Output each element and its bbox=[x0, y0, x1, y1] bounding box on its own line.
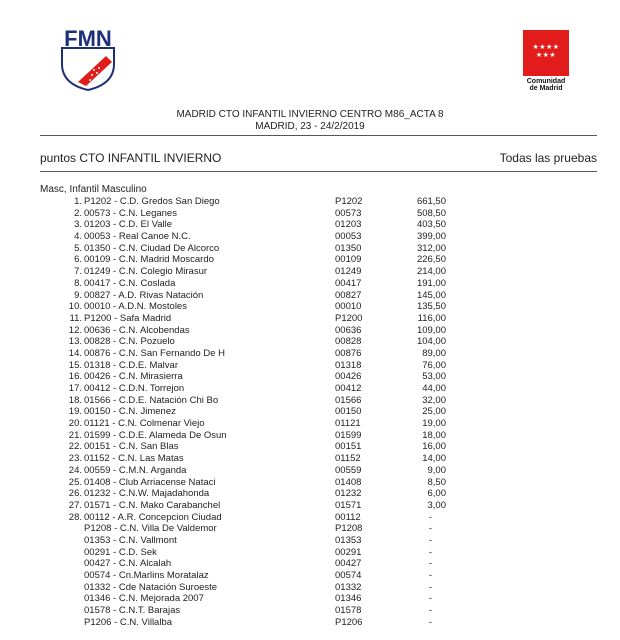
table-row bbox=[0, 570, 620, 582]
results-table bbox=[0, 196, 620, 628]
club-cell: 00876 - C.N. San Fernando De H bbox=[84, 347, 225, 359]
points-cell: 399,00 bbox=[416, 231, 446, 243]
points-cell: 19,00 bbox=[422, 418, 446, 430]
code-cell: 00636 bbox=[335, 324, 362, 336]
rank-cell: 2. bbox=[74, 207, 82, 219]
club-cell: 00150 - C.N. Jimenez bbox=[84, 406, 176, 418]
table-row bbox=[0, 535, 620, 547]
points-cell: 109,00 bbox=[416, 324, 446, 336]
code-cell: P1202 bbox=[335, 196, 363, 207]
code-cell: 01578 bbox=[335, 605, 362, 617]
rank-cell: 10. bbox=[68, 301, 82, 313]
title-line2: MADRID, 23 - 24/2/2019 bbox=[255, 121, 365, 132]
points-cell: 44,00 bbox=[422, 383, 446, 394]
code-cell: 01353 bbox=[335, 534, 362, 546]
table-row bbox=[0, 348, 620, 360]
club-cell: 01332 - Cde Natación Suroeste bbox=[84, 581, 218, 593]
code-cell: 00151 bbox=[335, 441, 362, 453]
points-cell: - bbox=[428, 570, 432, 581]
points-cell: 32,00 bbox=[422, 394, 446, 406]
table-row bbox=[0, 406, 620, 418]
points-cell: 312,00 bbox=[416, 242, 446, 254]
club-cell: 00112 - A.R. Concepcion Ciudad bbox=[84, 511, 222, 523]
code-cell: 01152 bbox=[335, 453, 361, 465]
code-cell: 00010 bbox=[335, 301, 362, 313]
rank-cell: 23. bbox=[68, 453, 82, 465]
club-cell: 01353 - C.N. Vallmont bbox=[84, 534, 177, 546]
table-row bbox=[0, 395, 620, 407]
document-title bbox=[0, 109, 620, 133]
club-cell: 00426 - C.N. Mirasierra bbox=[84, 371, 183, 383]
table-row bbox=[0, 336, 620, 348]
table-row bbox=[0, 453, 620, 465]
points-cell: 661,50 bbox=[416, 196, 446, 207]
points-cell: 191,00 bbox=[416, 277, 446, 289]
rank-cell: 21. bbox=[68, 429, 82, 441]
rank-cell: 27. bbox=[68, 499, 82, 511]
code-cell: 00291 bbox=[335, 546, 362, 558]
points-cell: 214,00 bbox=[416, 266, 446, 278]
rank-cell: 20. bbox=[68, 418, 82, 430]
club-cell: 01571 - C.N. Mako Carabanchel bbox=[84, 499, 221, 511]
club-cell: 00109 - C.N. Madrid Moscardo bbox=[84, 254, 214, 266]
code-cell: 01332 bbox=[335, 581, 362, 593]
divider-bottom bbox=[40, 171, 597, 172]
logo-text-line1: Comunidad bbox=[526, 78, 566, 85]
code-cell: 01408 bbox=[335, 476, 362, 488]
rank-cell: 5. bbox=[74, 242, 82, 254]
category-title: Masc, Infantil Masculino bbox=[40, 184, 147, 195]
club-cell: P1202 - C.D. Gredos San Diego bbox=[84, 196, 220, 207]
points-cell: - bbox=[428, 511, 432, 523]
club-cell: 01346 - C.N. Mejorada 2007 bbox=[84, 593, 204, 605]
club-cell: 01232 - C.N.W. Majadahonda bbox=[84, 488, 210, 500]
points-cell: - bbox=[428, 534, 432, 546]
table-row bbox=[0, 582, 620, 594]
points-cell: 76,00 bbox=[422, 359, 446, 371]
points-cell: - bbox=[428, 523, 432, 535]
rank-cell: 1. bbox=[74, 196, 82, 207]
club-cell: 00828 - C.N. Pozuelo bbox=[84, 336, 175, 348]
club-cell: 01318 - C.D.E. Malvar bbox=[84, 359, 178, 371]
code-cell: 01599 bbox=[335, 429, 362, 441]
points-cell: 145,00 bbox=[416, 289, 446, 301]
rank-cell: 6. bbox=[74, 254, 82, 266]
code-cell: 01350 bbox=[335, 242, 362, 254]
club-cell: 00412 - C.D.N. Torrejon bbox=[84, 383, 185, 394]
table-row bbox=[0, 231, 620, 243]
points-cell: 226,50 bbox=[416, 254, 446, 266]
table-row bbox=[0, 208, 620, 220]
rank-cell: 8. bbox=[74, 277, 82, 289]
rank-cell: 13. bbox=[68, 336, 82, 348]
points-cell: - bbox=[428, 593, 432, 605]
points-cell: 104,00 bbox=[416, 336, 446, 348]
table-row bbox=[0, 360, 620, 372]
club-cell: 01578 - C.N.T. Barajas bbox=[84, 605, 181, 617]
points-cell: - bbox=[428, 581, 432, 593]
rank-cell: 18. bbox=[68, 394, 82, 406]
fmn-logo-text: FMN bbox=[64, 26, 112, 51]
table-row bbox=[0, 441, 620, 453]
code-cell: 01566 bbox=[335, 394, 362, 406]
title-line1: MADRID CTO INFANTIL INVIERNO CENTRO M86_ACTA 8 bbox=[176, 109, 444, 120]
rank-cell: 4. bbox=[74, 231, 82, 243]
code-cell: 00574 bbox=[335, 570, 362, 581]
table-row bbox=[0, 418, 620, 430]
table-row bbox=[0, 512, 620, 524]
code-cell: 00426 bbox=[335, 371, 362, 383]
section-title: puntos CTO INFANTIL INVIERNO bbox=[40, 151, 222, 165]
rank-cell: 19. bbox=[68, 406, 82, 418]
rank-cell: 17. bbox=[68, 383, 82, 394]
code-cell: 00876 bbox=[335, 347, 362, 359]
club-cell: 01203 - C.D. El Valle bbox=[84, 219, 173, 231]
rank-cell: 28. bbox=[68, 511, 82, 523]
code-cell: P1208 bbox=[335, 523, 363, 535]
points-cell: 89,00 bbox=[422, 347, 446, 359]
code-cell: 00573 bbox=[335, 207, 362, 219]
club-cell: P1206 - C.N. Villalba bbox=[84, 616, 173, 628]
code-cell: 00827 bbox=[335, 289, 362, 301]
club-cell: 01599 - C.D.E. Alameda De Osun bbox=[84, 429, 227, 441]
rank-cell: 9. bbox=[74, 289, 82, 301]
club-cell: 01152 - C.N. Las Matas bbox=[84, 453, 184, 465]
points-cell: 135,50 bbox=[416, 301, 446, 313]
table-row bbox=[0, 547, 620, 559]
club-cell: 01350 - C.N. Ciudad De Alcorco bbox=[84, 242, 220, 254]
club-cell: 00827 - A.D. Rivas Natación bbox=[84, 289, 204, 301]
points-cell: 18,00 bbox=[422, 429, 446, 441]
table-row bbox=[0, 301, 620, 313]
code-cell: 00417 bbox=[335, 277, 362, 289]
table-row bbox=[0, 313, 620, 325]
code-cell: 00412 bbox=[335, 383, 362, 394]
points-cell: 8,50 bbox=[427, 476, 446, 488]
code-cell: P1206 bbox=[335, 616, 363, 628]
divider-top bbox=[40, 135, 597, 136]
points-cell: 3,00 bbox=[427, 499, 446, 511]
table-row bbox=[0, 254, 620, 266]
points-cell: 6,00 bbox=[427, 488, 446, 500]
points-cell: 508,50 bbox=[416, 207, 446, 219]
table-row bbox=[0, 383, 620, 395]
comunidad-madrid-logo bbox=[520, 30, 572, 94]
rank-cell: 25. bbox=[68, 476, 82, 488]
club-cell: 00010 - A.D.N. Mostoles bbox=[84, 301, 187, 313]
code-cell: 01571 bbox=[335, 499, 362, 511]
points-cell: 116,00 bbox=[417, 312, 446, 324]
club-cell: 00574 - Cn.Marlins Moratalaz bbox=[84, 570, 209, 581]
table-row bbox=[0, 605, 620, 617]
code-cell: 01346 bbox=[335, 593, 362, 605]
table-row bbox=[0, 500, 620, 512]
table-row bbox=[0, 243, 620, 255]
code-cell: 00112 bbox=[335, 511, 361, 523]
code-cell: 00559 bbox=[335, 464, 362, 476]
club-cell: 01408 - Club Arriacense Nataci bbox=[84, 476, 216, 488]
club-cell: 00573 - C.N. Leganes bbox=[84, 207, 177, 219]
table-row bbox=[0, 266, 620, 278]
table-row bbox=[0, 371, 620, 383]
points-cell: 9,00 bbox=[427, 464, 446, 476]
club-cell: 00559 - C.M.N. Arganda bbox=[84, 464, 187, 476]
table-row bbox=[0, 617, 620, 629]
club-cell: 01121 - C.N. Colmenar Viejo bbox=[84, 418, 205, 430]
rank-cell: 7. bbox=[74, 266, 82, 278]
club-cell: 00427 - C.N. Alcalah bbox=[84, 558, 172, 570]
rank-cell: 16. bbox=[68, 371, 82, 383]
rank-cell: 11. bbox=[69, 312, 82, 324]
rank-cell: 15. bbox=[68, 359, 82, 371]
club-cell: 01249 - C.N. Colegio Mirasur bbox=[84, 266, 208, 278]
club-cell: 01566 - C.D.E. Natación Chi Bo bbox=[84, 394, 219, 406]
table-row bbox=[0, 196, 620, 208]
code-cell: 01232 bbox=[335, 488, 362, 500]
points-cell: - bbox=[428, 616, 432, 628]
club-cell: 00053 - Real Canoe N.C. bbox=[84, 231, 191, 243]
club-cell: 00417 - C.N. Coslada bbox=[84, 277, 176, 289]
club-cell: 00291 - C.D. Sek bbox=[84, 546, 157, 558]
rank-cell: 3. bbox=[74, 219, 82, 231]
code-cell: P1200 bbox=[335, 312, 363, 324]
rank-cell: 14. bbox=[68, 347, 82, 359]
code-cell: 00053 bbox=[335, 231, 362, 243]
rank-cell: 12. bbox=[68, 324, 82, 336]
section-scope: Todas las pruebas bbox=[499, 151, 597, 165]
table-row bbox=[0, 465, 620, 477]
rank-cell: 22. bbox=[68, 441, 82, 453]
table-row bbox=[0, 290, 620, 302]
points-cell: 403,50 bbox=[416, 219, 446, 231]
table-row bbox=[0, 219, 620, 231]
points-cell: - bbox=[428, 546, 432, 558]
stars-icon: ★★★★ ★★★ bbox=[532, 44, 560, 59]
madrid-flag-icon bbox=[523, 30, 569, 76]
points-cell: - bbox=[428, 558, 432, 570]
code-cell: 00828 bbox=[335, 336, 362, 348]
fmn-logo bbox=[56, 26, 120, 92]
table-row bbox=[0, 488, 620, 500]
points-cell: - bbox=[428, 605, 432, 617]
club-cell: 00151 - C.N. San Blas bbox=[84, 441, 179, 453]
code-cell: 01318 bbox=[335, 359, 362, 371]
table-row bbox=[0, 593, 620, 605]
code-cell: 01203 bbox=[335, 219, 362, 231]
code-cell: 01249 bbox=[335, 266, 362, 278]
rank-cell: 26. bbox=[68, 488, 82, 500]
code-cell: 01121 bbox=[335, 418, 361, 430]
code-cell: 00427 bbox=[335, 558, 362, 570]
club-cell: P1200 - Safa Madrid bbox=[84, 312, 172, 324]
club-cell: 00636 - C.N. Alcobendas bbox=[84, 324, 190, 336]
points-cell: 16,00 bbox=[422, 441, 446, 453]
code-cell: 00109 bbox=[335, 254, 362, 266]
table-row bbox=[0, 477, 620, 489]
logo-text-line2: de Madrid bbox=[529, 85, 563, 92]
table-row bbox=[0, 278, 620, 290]
points-cell: 25,00 bbox=[422, 406, 446, 418]
club-cell: P1208 - C.N. Villa De Valdemor bbox=[84, 523, 217, 535]
table-row bbox=[0, 325, 620, 337]
table-row bbox=[0, 430, 620, 442]
points-cell: 14,00 bbox=[422, 453, 446, 465]
code-cell: 00150 bbox=[335, 406, 362, 418]
table-row bbox=[0, 523, 620, 535]
table-row bbox=[0, 558, 620, 570]
points-cell: 53,00 bbox=[422, 371, 446, 383]
rank-cell: 24. bbox=[68, 464, 82, 476]
